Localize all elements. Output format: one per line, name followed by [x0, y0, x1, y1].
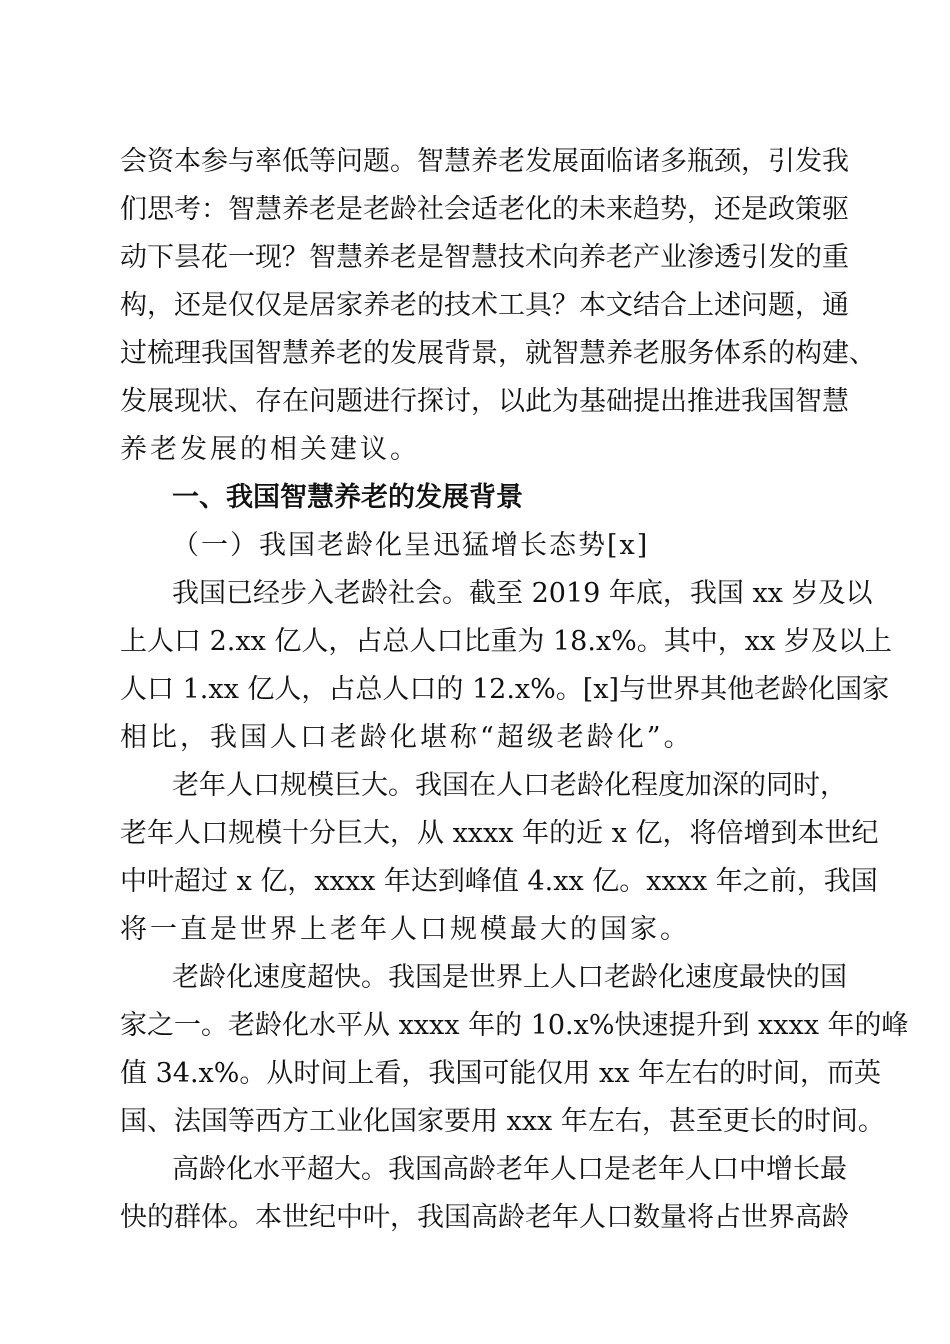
- para2-line-4: 将一直是世界上老年人口规模最大的国家。: [120, 914, 690, 945]
- section-heading: 一、我国智慧养老的发展背景: [172, 482, 523, 513]
- intro-line-1: 会资本参与率低等问题。智慧养老发展面临诸多瓶颈，引发我: [120, 146, 849, 177]
- subsection-heading: （一）我国老龄化呈迅猛增长态势[x]: [172, 530, 650, 561]
- intro-line-5: 过梳理我国智慧养老的发展背景，就智慧养老服务体系的构建、: [120, 338, 876, 369]
- para1-line-2: 上人口 2.xx 亿人，占总人口比重为 18.x%。其中，xx 岁及以上: [120, 626, 892, 657]
- para2-line-2: 老年人口规模十分巨大，从 xxxx 年的近 x 亿，将倍增到本世纪: [120, 818, 879, 849]
- intro-line-4: 构，还是仅仅是居家养老的技术工具？本文结合上述问题，通: [120, 290, 849, 321]
- para4-line-1: 高龄化水平超大。我国高龄老年人口是老年人口中增长最: [172, 1154, 847, 1185]
- intro-line-3: 动下昙花一现？智慧养老是智慧技术向养老产业渗透引发的重: [120, 242, 849, 273]
- intro-line-7: 养老发展的相关建议。: [120, 434, 420, 465]
- para2-line-3: 中叶超过 x 亿，xxxx 年达到峰值 4.xx 亿。xxxx 年之前，我国: [120, 866, 878, 897]
- para4-line-2: 快的群体。本世纪中叶，我国高龄老年人口数量将占世界高龄: [120, 1202, 849, 1233]
- para1-line-3: 人口 1.xx 亿人，占总人口的 12.x%。[x]与世界其他老龄化国家: [120, 674, 890, 705]
- para1-line-4: 相比，我国人口老龄化堪称“超级老龄化”。: [120, 722, 694, 753]
- intro-line-6: 发展现状、存在问题进行探讨，以此为基础提出推进我国智慧: [120, 386, 849, 417]
- para3-line-4: 国、法国等西方工业化国家要用 xxx 年左右，甚至更长的时间。: [120, 1106, 885, 1137]
- para3-line-3: 值 34.x%。从时间上看，我国可能仅用 xx 年左右的时间，而英: [120, 1058, 882, 1089]
- intro-line-2: 们思考：智慧养老是老龄社会适老化的未来趋势，还是政策驱: [120, 194, 849, 225]
- para3-line-1: 老龄化速度超快。我国是世界上人口老龄化速度最快的国: [172, 962, 847, 993]
- para2-line-1: 老年人口规模巨大。我国在人口老龄化程度加深的同时，: [172, 770, 847, 801]
- para3-line-2: 家之一。老龄化水平从 xxxx 年的 10.x%快速提升到 xxxx 年的峰: [120, 1010, 909, 1041]
- para1-line-1: 我国已经步入老龄社会。截至 2019 年底，我国 xx 岁及以: [172, 578, 873, 609]
